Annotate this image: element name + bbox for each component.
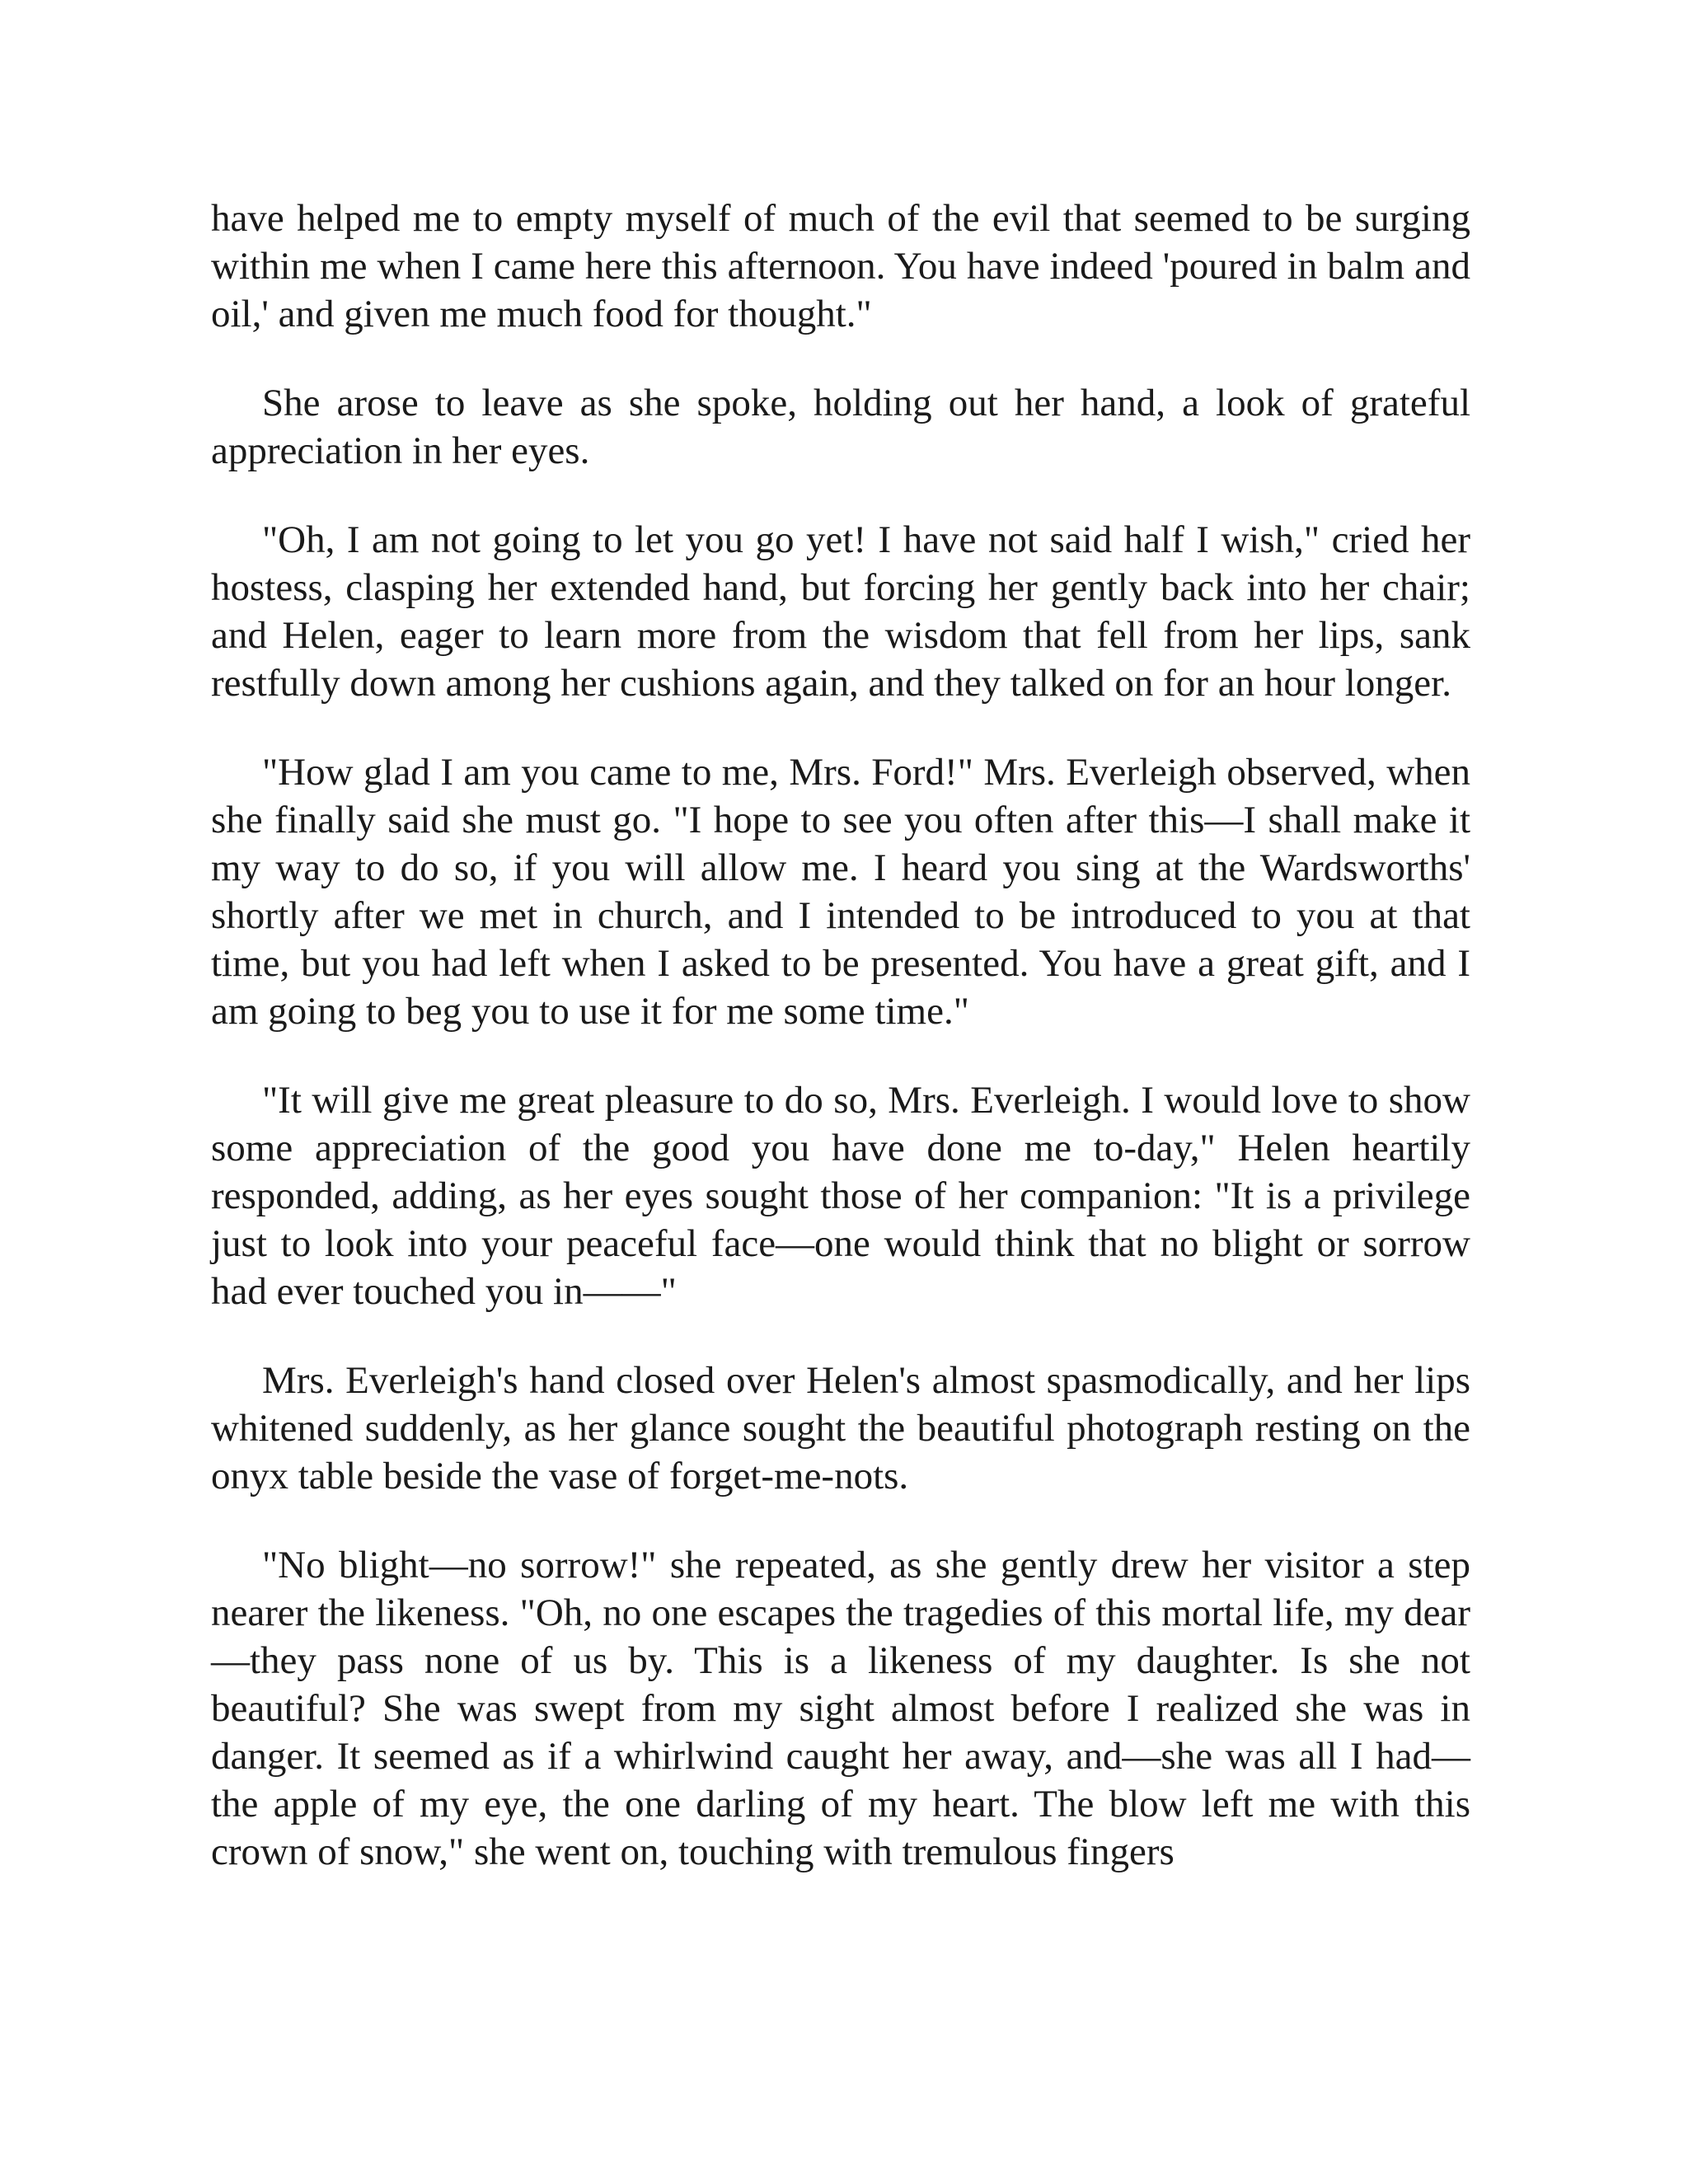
paragraph-5: "It will give me great pleasure to do so, Mrs. Everleigh. I would love to show some appreciation of the good you have done me to-day," Helen heartily responded, adding, as her eyes sought those of her companion: "It is a privilege just to look into your peaceful face—one would think that no blight or sorrow had ever touched you in——" <box>211 1079 1470 1313</box>
page-body <box>211 194 1470 1876</box>
paragraph-3: "Oh, I am not going to let you go yet! I have not said half I wish," cried her hostess, clasping her extended hand, but forcing her gently back into her chair; and Helen, eager to learn more from the wisdom that fell from her lips, sank restfully down among her cushions again, and they talked on for an hour longer. <box>211 518 1470 705</box>
paragraph-4: "How glad I am you came to me, Mrs. Ford!" Mrs. Everleigh observed, when she finally said she must go. "I hope to see you often after this—I shall make it my way to do so, if you will allow me. I heard you sing at the Wardsworths' shortly after we met in church, and I intended to be introduced to you at that time, but you had left when I asked to be presented. You have a great gift, and I am going to beg you to use it for me some time." <box>211 751 1470 1033</box>
paragraph-2: She arose to leave as she spoke, holding out her hand, a look of grateful appreciation in her eyes. <box>211 382 1470 472</box>
paragraph-1: have helped me to empty myself of much of the evil that seemed to be surging within me when I came here this afternoon. You have indeed 'poured in balm and oil,' and given me much food for thought." <box>211 197 1470 335</box>
paragraph-6: Mrs. Everleigh's hand closed over Helen's almost spasmodically, and her lips whitened suddenly, as her glance sought the beautiful photograph resting on the onyx table beside the vase of forget-me-nots. <box>211 1359 1470 1497</box>
paragraph-7: "No blight—no sorrow!" she repeated, as she gently drew her visitor a step nearer the likeness. "Oh, no one escapes the tragedies of this mortal life, my dear—they pass none of us by. This is a likeness of my daughter. Is she not beautiful? She was swept from my sight almost before I realized she was in danger. It seemed as if a whirlwind caught her away, and—she was all I had—the apple of my eye, the one darling of my heart. The blow left me with this crown of snow," she went on, touching with tremulous fingers <box>211 1544 1470 1873</box>
